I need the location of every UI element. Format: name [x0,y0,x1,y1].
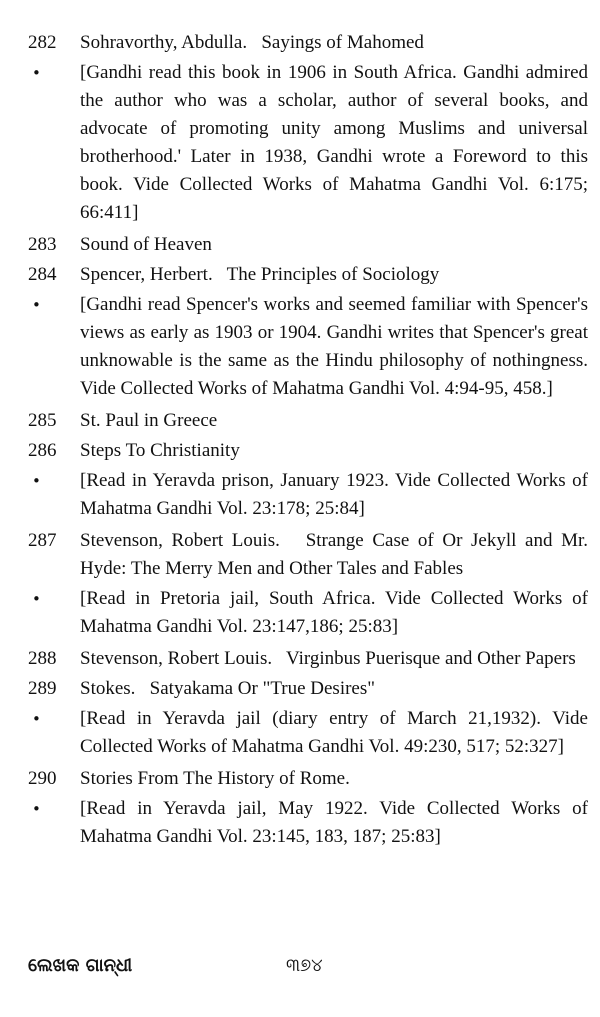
entry-title: Steps To Christianity [80,440,240,461]
entry-number: 286 [28,440,57,461]
entry-number: 289 [28,678,57,699]
entry-title: Sound of Heaven [80,234,212,255]
entry-284-note [28,291,588,403]
page-footer [28,955,568,985]
footer-page-number: ୩୭୪ [286,955,323,976]
entry-284 [28,261,588,289]
entry-number: 287 [28,530,57,551]
entry-286-note [28,467,588,523]
entry-288 [28,645,588,673]
entry-number: 290 [28,768,57,789]
entry-number: 288 [28,648,57,669]
entry-note: [Read in Pretoria jail, South Africa. Vide Collected Works of Mahatma Gandhi Vol. 23:147,186; 25:83] [80,588,588,637]
entry-290 [28,765,588,793]
bibliography-list [28,29,593,855]
entry-287 [28,527,593,583]
footer-book-title: ଲେଖକ ଗାନ୍ଧୀ [28,955,133,976]
entry-285 [28,407,588,435]
entry-282-note [28,59,588,227]
entry-283 [28,231,588,259]
entry-note: [Read in Yeravda jail, May 1922. Vide Collected Works of Mahatma Gandhi Vol. 23:145, 183, 187; 25:83] [80,798,588,847]
entry-282 [28,29,588,57]
entry-286 [28,437,588,465]
bullet-icon: • [32,710,41,728]
bullet-icon: • [32,800,41,818]
entry-title: Stokes. Satyakama Or "True Desires" [80,678,376,699]
entry-note: [Gandhi read Spencer's works and seemed familiar with Spencer's views as early as 1903 or 1904. Gandhi writes that Spencer's great unknowable is the same as the Hindu philosophy of nothingness. Vide Collected Works of Mahatma Gandhi Vol. 4:94-95, 458.] [80,294,588,399]
entry-number: 285 [28,410,57,431]
entry-290-note [28,795,588,851]
entry-title: Stories From The History of Rome. [80,768,350,789]
bullet-icon: • [32,64,41,82]
entry-note: [Gandhi read this book in 1906 in South Africa. Gandhi admired the author who was a scholar, author of several books, and advocate of promoting unity among Muslims and universal brotherhood.' Later in 1938, Gandhi wrote a Foreword to this book. Vide Collected Works of Mahatma Gandhi Vol. 6:175; 66:411] [80,62,588,223]
entry-number: 282 [28,32,57,53]
bullet-icon: • [32,296,41,314]
entry-title: Sohravorthy, Abdulla. Sayings of Mahomed [80,32,424,53]
entry-title: Stevenson, Robert Louis. Virginbus Puerisque and Other Papers [80,648,576,669]
entry-289 [28,675,588,703]
entry-number: 284 [28,264,57,285]
entry-note: [Read in Yeravda prison, January 1923. Vide Collected Works of Mahatma Gandhi Vol. 23:178; 25:84] [80,470,588,519]
bullet-icon: • [32,590,41,608]
entry-note: [Read in Yeravda jail (diary entry of March 21,1932). Vide Collected Works of Mahatma Gandhi Vol. 49:230, 517; 52:327] [80,708,588,757]
entry-number: 283 [28,234,57,255]
entry-title: St. Paul in Greece [80,410,218,431]
entry-title: Stevenson, Robert Louis. Strange Case of Or Jekyll and Mr. Hyde: The Merry Men and Other Tales and Fables [80,530,593,579]
bullet-icon: • [32,472,41,490]
entry-289-note [28,705,588,761]
entry-287-note [28,585,588,641]
entry-title: Spencer, Herbert. The Principles of Sociology [80,264,440,285]
